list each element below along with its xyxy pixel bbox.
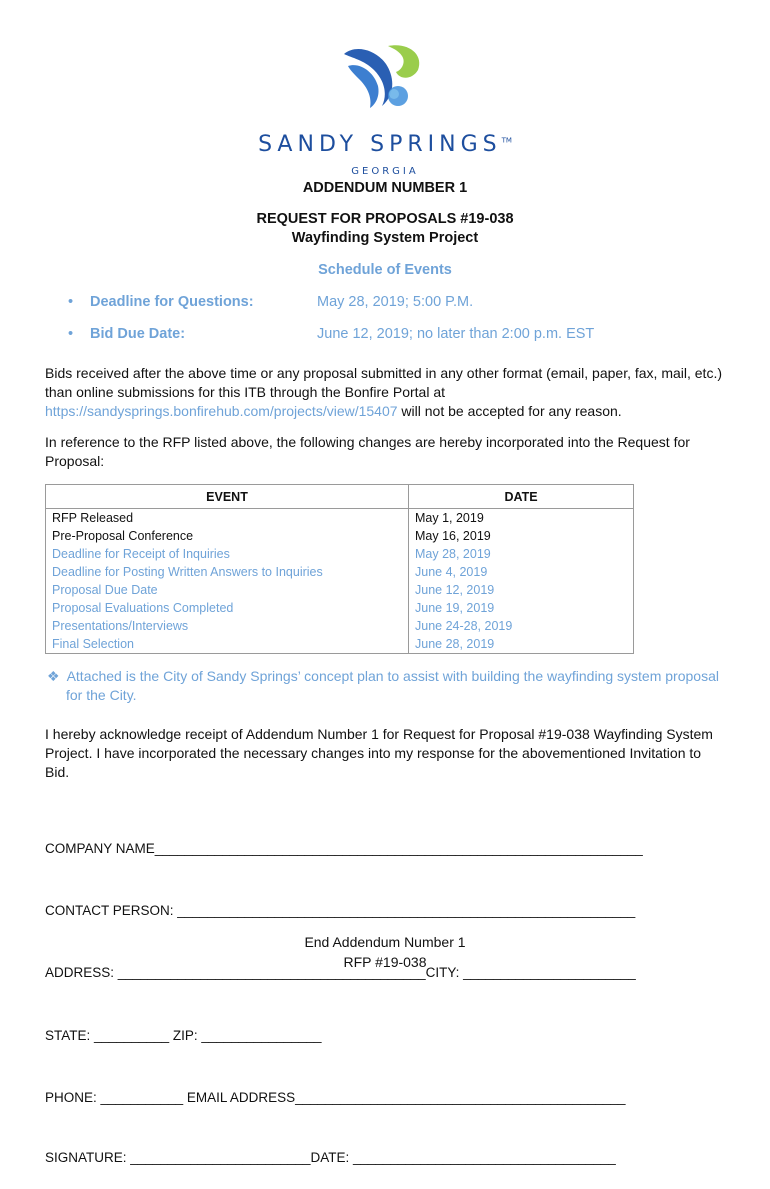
schedule-bullet-2: • bbox=[68, 326, 74, 342]
schedule-bullet-1: • bbox=[68, 294, 74, 310]
company-name-field[interactable]: COMPANY NAME_________________________________________________________________ bbox=[45, 840, 643, 856]
schedule-title: Schedule of Events bbox=[318, 262, 452, 278]
attached-text-1: Attached is the City of Sandy Springs’ concept plan to assist with building the wayfinding system proposal bbox=[66, 668, 719, 684]
rfp-title: REQUEST FOR PROPOSALS #19-038 bbox=[256, 211, 514, 227]
addendum-title: ADDENDUM NUMBER 1 bbox=[302, 180, 468, 196]
event-cell: Pre-Proposal Conference bbox=[46, 527, 409, 545]
bid-due-value: June 12, 2019; no later than 2:00 p.m. EST bbox=[317, 326, 595, 342]
contact-person-field[interactable]: CONTACT PERSON: _____________________________________________________________ bbox=[45, 902, 636, 918]
table-row bbox=[46, 509, 634, 528]
attached-note bbox=[47, 667, 747, 705]
address-city-field[interactable]: ADDRESS: _________________________________________CITY: _______________________ bbox=[45, 965, 636, 981]
table-row bbox=[46, 635, 634, 654]
bids-line-3-tail: will not be accepted for any reason. bbox=[397, 403, 622, 419]
phone-email-field[interactable]: PHONE: ___________ EMAIL ADDRESS____________________________________________ bbox=[45, 1090, 626, 1106]
bids-paragraph bbox=[45, 364, 745, 421]
date-cell: May 28, 2019 bbox=[409, 545, 634, 563]
date-cell: May 16, 2019 bbox=[409, 527, 634, 545]
reference-line-2: Proposal: bbox=[45, 453, 105, 469]
bonfire-link[interactable]: https://sandysprings.bonfirehub.com/projects/view/15407 bbox=[45, 403, 398, 419]
date-cell: May 1, 2019 bbox=[409, 509, 634, 528]
date-header: DATE bbox=[409, 485, 634, 509]
event-header: EVENT bbox=[46, 485, 409, 509]
table-row bbox=[46, 617, 634, 635]
end-addendum: End Addendum Number 1 bbox=[304, 934, 466, 950]
date-cell: June 12, 2019 bbox=[409, 581, 634, 599]
date-cell: June 19, 2019 bbox=[409, 599, 634, 617]
deadline-questions-label: Deadline for Questions: bbox=[90, 294, 254, 310]
reference-paragraph bbox=[45, 433, 745, 471]
table-row bbox=[46, 527, 634, 545]
response-form bbox=[45, 797, 745, 1189]
table-row bbox=[46, 563, 634, 581]
attached-line-1 bbox=[47, 667, 747, 686]
acknowledge-line-1: I hereby acknowledge receipt of Addendum Number 1 for Request for Proposal #19-038 Wayfinding System bbox=[45, 726, 713, 742]
city-logo bbox=[336, 40, 426, 112]
deadline-questions-value: May 28, 2019; 5:00 P.M. bbox=[317, 294, 474, 310]
logo-state: GEORGIA bbox=[351, 166, 419, 177]
project-title: Wayfinding System Project bbox=[291, 230, 479, 246]
logo-name: SANDY SPRINGS bbox=[258, 132, 502, 157]
logo-swirl-icon bbox=[336, 40, 426, 112]
acknowledge-line-3: Bid. bbox=[45, 764, 70, 780]
event-cell: RFP Released bbox=[46, 509, 409, 528]
event-cell: Presentations/Interviews bbox=[46, 617, 409, 635]
acknowledge-line-2: Project. I have incorporated the necessary changes into my response for the abovementioned Invitation to bbox=[45, 745, 702, 761]
logo-wordmark bbox=[0, 132, 770, 157]
table-row bbox=[46, 599, 634, 617]
state-zip-field[interactable]: STATE: __________ ZIP: ________________ bbox=[45, 1027, 322, 1043]
event-cell: Final Selection bbox=[46, 635, 409, 654]
attached-line-2: for the City. bbox=[66, 687, 137, 703]
bid-due-label: Bid Due Date: bbox=[90, 326, 186, 342]
event-cell: Deadline for Receipt of Inquiries bbox=[46, 545, 409, 563]
logo-tm: TM bbox=[501, 136, 512, 145]
date-cell: June 24-28, 2019 bbox=[409, 617, 634, 635]
acknowledge-paragraph bbox=[45, 725, 745, 782]
table-header-row bbox=[46, 485, 634, 509]
bids-line-3 bbox=[45, 402, 745, 421]
event-cell: Deadline for Posting Written Answers to Inquiries bbox=[46, 563, 409, 581]
bids-line-2: than online submissions for this ITB through the Bonfire Portal at bbox=[45, 384, 445, 400]
date-cell: June 4, 2019 bbox=[409, 563, 634, 581]
diamond-bullet-icon: ❖ bbox=[47, 668, 60, 684]
footer-rfp-number: RFP #19-038 bbox=[343, 954, 427, 970]
event-cell: Proposal Evaluations Completed bbox=[46, 599, 409, 617]
bids-line-1: Bids received after the above time or any proposal submitted in any other format (email, paper, fax, mail, etc.) bbox=[45, 365, 722, 381]
events-table bbox=[45, 484, 634, 654]
event-cell: Proposal Due Date bbox=[46, 581, 409, 599]
table-row bbox=[46, 545, 634, 563]
reference-line-1: In reference to the RFP listed above, the following changes are hereby incorporated into the Request for bbox=[45, 434, 690, 450]
signature-date-field[interactable]: SIGNATURE: ________________________DATE: ___________________________________ bbox=[45, 1149, 616, 1165]
date-cell: June 28, 2019 bbox=[409, 635, 634, 654]
table-row bbox=[46, 581, 634, 599]
